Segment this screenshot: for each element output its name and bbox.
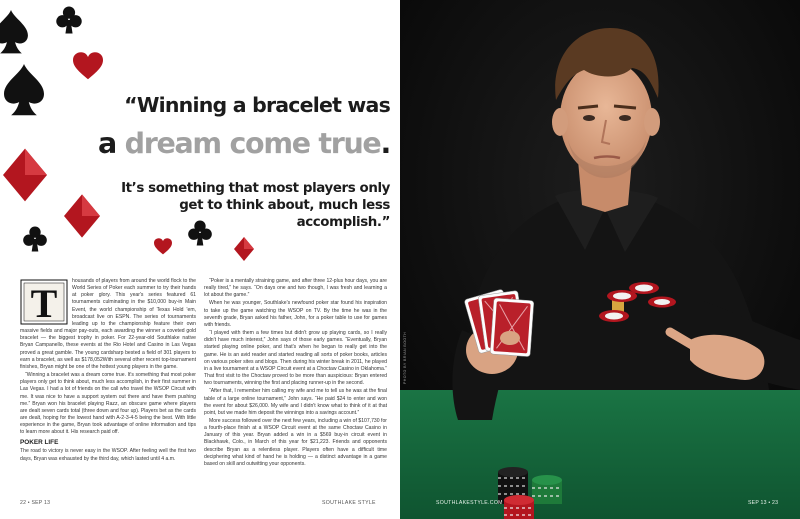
spade-icon [3,64,45,116]
spade-icon [0,10,28,54]
headline-period: . [380,127,390,160]
heart-icon [73,52,103,80]
headline-line-1: “Winning a bracelet was [124,93,390,117]
paragraph: More success followed over the next few years, including a win of $107,730 for a fourth-place finish at a WSOP Circuit event at the same Choctaw Casino in January of this year. Bryan added a win in a $569 buy-in circuit event in Blackhawk, Colo., in March of this year for $21,223. Friends and opponents describe Bryan as a relentless player. Players often have a difficult time deciphering what kind of hand he is holding — a distinct advantage in a game based on skill and outwitting your opponents. [204,417,387,467]
club-icon [56,6,82,34]
body-column-1 [20,278,196,464]
paragraph: When he was younger, Southlake's newfound poker star found his inspiration to take up the game watching the WSOP on TV. By the time he was in the seventh grade, Bryan asked his father, John, for a poker table to use for games with friends. [204,300,387,328]
heart-icon [154,238,172,255]
drop-cap-letter: T [30,281,58,325]
headline-line-2 [70,126,390,162]
section-heading: POKER LIFE [20,439,59,447]
paragraph: The road to victory is never easy in the WSOP. After feeling well the first two days, Bryan was exhausted by the third day, which lasted until 4 a.m. [20,448,196,462]
page-number-right: SEP 13 • 23 [748,500,779,506]
paragraph: “I played with them a few times but didn't grow up playing cards, so I really didn't have much interest,” John says of those early games. “Eventually, Bryan started playing online poker, and that's when he began to really get into the game. He is an avid reader and started reading all sorts of poker books, articles on various poker sites and blogs. Then during his winter break in 2011, he played in a live tournament at a WSOP Circuit event at a Choctaw Casino in Oklahoma.” That first visit to the Choctaw proved to be more than auspicious: Bryan entered two tournaments, winning the first and placing runner-up in the second. [204,330,387,387]
paragraph: “Winning a bracelet was a dream come true. It's something that most poker players only get to think about, much less accomplish, in their first summer in Las Vegas. I had a lot of friends on the call who travel the WSOP Circuit with me. It was nice to have a support system out there and have them pushing me.” Bryan won his bracelet playing Razz, an obscure game where players are dealt seven cards total (three down and four up). Players bet as the cards are dealt, hoping for the lowest hand with A-2-3-4-5 being the best. With little experience in the game, Bryan took advantage of online information and tips to learn more about it. His research paid off. [20,372,196,436]
magazine-name: SOUTHLAKE STYLE [322,500,376,506]
body-column-2 [204,278,387,469]
drop-cap [20,279,68,325]
poker-player-photo [400,0,800,519]
photo-credit: PHOTO BY BRIAN BOOTH [403,331,407,384]
headline-highlight: dream come true [124,127,381,160]
page-number-left: 22 • SEP 13 [20,500,51,506]
diamond-icon [3,148,47,202]
right-page [400,0,800,519]
club-icon [23,226,47,252]
magazine-website: SOUTHLAKESTYLE.COM [436,500,503,506]
diamond-icon [234,236,254,262]
paragraph: housands of players from around the world flock to the World Series of Poker each summer to try their hands at poker glory. This year's series featured 61 tournaments culminating in the $10,000 buy-in Main Event, the world championship of Texas Hold 'em, broadcast live on ESPN. The series of tournaments leading up to the championship feature their own massive fields and major pay-outs, each awarding the winner a coveted gold bracelet — the biggest trophy in poker. For 22-year-old Southlake native Bryan Campanello, these events at the Rio Hotel and Casino in Las Vegas proved a great gamble. The young cardsharp bested a field of 301 players to earn a bracelet, as well as $178,052With several other recent top-tournament finishes, Bryan might be one of the hottest young players in the game. [20,278,196,370]
headline-a: a [98,127,125,160]
pull-quote-subhead: It’s something that most players only get to think about, much less accomplish.” [121,181,390,230]
pull-quote-headline [70,92,390,162]
paragraph: “After that, I remember him calling my wife and me to tell us he was at the final table of a large online tournament,” John says. “He paid $24 to enter and won the event for about $26,000. My wife and I didn't know what to think of it at that point, but we made him deposit the winnings into a savings account.” [204,388,387,416]
paragraph: “Poker is a mentally straining game, and after three 12-plus hour days, you are really tired,” he says. “On days one and two though, I was fresh and learning a lot about the game.” [204,278,387,299]
diamond-icon [64,194,100,238]
